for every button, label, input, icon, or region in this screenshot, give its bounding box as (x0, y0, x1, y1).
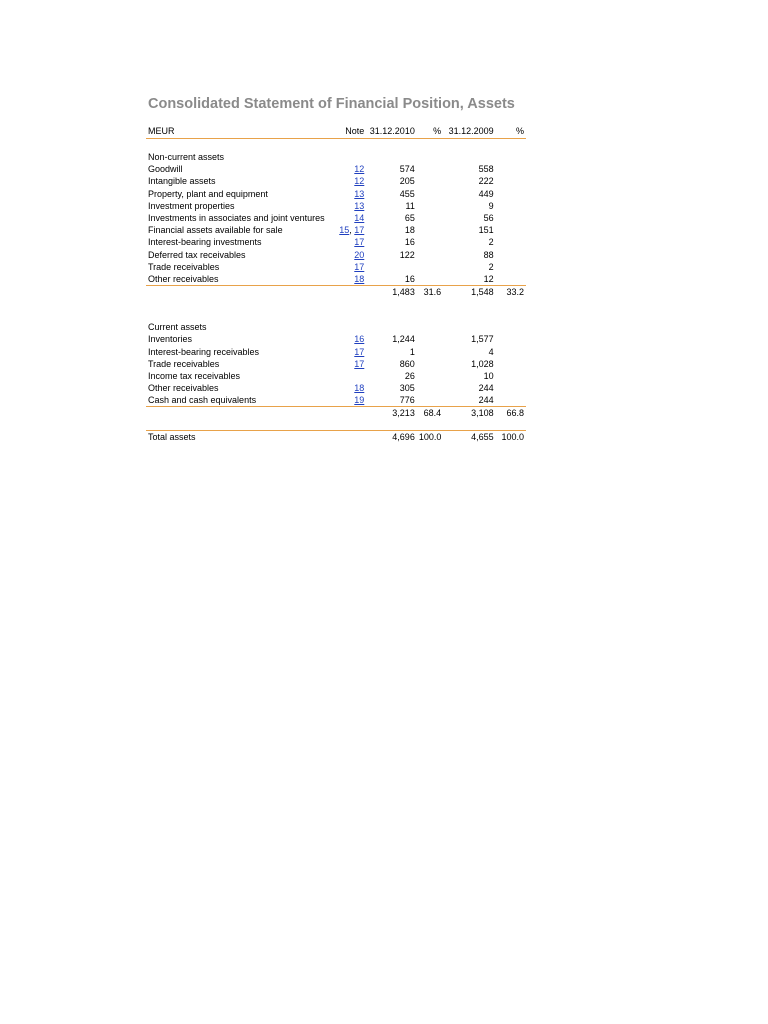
spacer-row (146, 418, 526, 431)
row-note (334, 358, 366, 370)
subtotal-pct-2010: 68.4 (417, 407, 443, 419)
row-note (334, 224, 366, 236)
pct-2010 (417, 333, 443, 345)
row-label: Investment properties (148, 200, 235, 211)
table-row (146, 249, 526, 261)
subtotal-2010: 4,696 (366, 431, 417, 445)
table-row (146, 370, 526, 382)
row-note (334, 345, 366, 357)
pct-2010 (417, 345, 443, 357)
row-label: Interest-bearing receivables (148, 346, 260, 357)
pct-2009 (496, 333, 526, 345)
table-row (146, 188, 526, 200)
table-row (146, 212, 526, 224)
value-2009: 151 (478, 225, 494, 236)
value-2010: 574 (399, 164, 415, 175)
value-2009: 2 (488, 261, 494, 272)
assets-table (146, 124, 526, 444)
table-row (146, 382, 526, 394)
note-link[interactable]: 20 (354, 249, 365, 260)
pct-2009 (496, 273, 526, 286)
table-row (146, 175, 526, 187)
value-2010 (366, 261, 417, 273)
row-note (334, 333, 366, 345)
pct-2009 (496, 175, 526, 187)
value-2010: 26 (404, 370, 415, 381)
row-label: Deferred tax receivables (148, 249, 246, 260)
note-link[interactable]: 12 (354, 176, 365, 187)
row-label: Other receivables (148, 383, 219, 394)
note-link[interactable]: 16 (354, 334, 365, 345)
section-heading-current: Current assets (148, 322, 207, 333)
pct-2010 (417, 249, 443, 261)
value-2009: 9 (488, 200, 494, 211)
total-label: Total assets (146, 431, 334, 445)
subtotal-pct-2010: 31.6 (417, 286, 443, 298)
value-2010: 776 (399, 395, 415, 406)
value-2009: 1,577 (471, 334, 494, 345)
note-link[interactable]: 17 (354, 225, 365, 236)
header-meur: MEUR (146, 124, 334, 139)
pct-2010 (417, 358, 443, 370)
pct-2010 (417, 382, 443, 394)
value-2009: 558 (478, 164, 494, 175)
value-2010: 122 (399, 249, 415, 260)
row-label: Income tax receivables (148, 370, 241, 381)
note-link[interactable]: 14 (354, 213, 365, 224)
subtotal-pct-2009: 100.0 (496, 431, 526, 445)
note-link[interactable]: 17 (354, 346, 365, 357)
note-link[interactable]: 17 (354, 261, 365, 272)
header-pct-2009: % (496, 124, 526, 139)
note-link[interactable]: 17 (354, 237, 365, 248)
subtotal-2009: 3,108 (443, 407, 496, 419)
pct-2010 (417, 224, 443, 236)
pct-2010 (417, 200, 443, 212)
subtotal-row (146, 286, 526, 298)
pct-2010 (417, 175, 443, 187)
row-note (334, 382, 366, 394)
header-note: Note (334, 124, 366, 139)
subtotal-2009: 4,655 (443, 431, 496, 445)
subtotal-label (146, 286, 334, 298)
pct-2010 (417, 394, 443, 407)
value-2010: 860 (399, 358, 415, 369)
table-header-row (146, 124, 526, 139)
section-heading-noncurrent: Non-current assets (148, 152, 225, 163)
row-label: Other receivables (148, 273, 219, 284)
note-link[interactable]: 15 (339, 225, 350, 236)
pct-2009 (496, 249, 526, 261)
pct-2009 (496, 394, 526, 407)
subtotal-2009: 1,548 (443, 286, 496, 298)
value-2010: 65 (404, 213, 415, 224)
pct-2009 (496, 224, 526, 236)
page-title: Consolidated Statement of Financial Position, Assets (148, 96, 515, 112)
value-2010: 205 (399, 176, 415, 187)
value-2009: 4 (488, 346, 494, 357)
spacer-row (146, 297, 526, 309)
pct-2010 (417, 163, 443, 175)
row-note (334, 236, 366, 248)
row-label: Trade receivables (148, 358, 220, 369)
subtotal-2010: 1,483 (366, 286, 417, 298)
subtotal-note (334, 286, 366, 298)
value-2010: 18 (404, 225, 415, 236)
value-2009: 88 (483, 249, 494, 260)
pct-2009 (496, 358, 526, 370)
section-heading-row (146, 321, 526, 333)
pct-2009 (496, 345, 526, 357)
table-row (146, 200, 526, 212)
pct-2009 (496, 188, 526, 200)
pct-2009 (496, 261, 526, 273)
value-2010: 16 (404, 273, 415, 284)
note-link[interactable]: 13 (354, 188, 365, 199)
value-2010: 16 (404, 237, 415, 248)
header-2010: 31.12.2010 (366, 124, 417, 139)
row-label: Intangible assets (148, 176, 216, 187)
pct-2010 (417, 261, 443, 273)
subtotal-pct-2009: 33.2 (496, 286, 526, 298)
row-label: Investments in associates and joint ventures (148, 213, 325, 224)
value-2009: 12 (483, 273, 494, 284)
row-note (334, 200, 366, 212)
value-2009: 244 (478, 395, 494, 406)
subtotal-row (146, 407, 526, 419)
value-2009: 10 (483, 370, 494, 381)
header-2009: 31.12.2009 (443, 124, 496, 139)
pct-2010 (417, 273, 443, 286)
note-link[interactable]: 13 (354, 200, 365, 211)
row-label: Trade receivables (148, 261, 220, 272)
note-separator: , (349, 225, 355, 236)
row-note (334, 212, 366, 224)
pct-2010 (417, 236, 443, 248)
value-2010: 11 (405, 200, 415, 211)
value-2009: 449 (478, 188, 494, 199)
table-row (146, 236, 526, 248)
pct-2010 (417, 188, 443, 200)
value-2010: 455 (399, 188, 415, 199)
subtotal-pct-2009: 66.8 (496, 407, 526, 419)
value-2009: 244 (478, 383, 494, 394)
subtotal-pct-2010: 100.0 (418, 432, 442, 443)
note-link[interactable]: 18 (354, 383, 365, 394)
row-label: Inventories (148, 334, 193, 345)
value-2009: 222 (478, 176, 494, 187)
value-2010: 1,244 (392, 334, 415, 345)
table-row (146, 273, 526, 286)
pct-2009 (496, 163, 526, 175)
note-link[interactable]: 19 (354, 395, 365, 406)
value-2009: 56 (483, 213, 494, 224)
pct-2010 (417, 370, 443, 382)
pct-2009 (496, 382, 526, 394)
header-pct-2010: % (417, 124, 443, 139)
row-label: Financial assets available for sale (148, 225, 283, 236)
table-row (146, 358, 526, 370)
value-2010: 305 (399, 383, 415, 394)
subtotal-note (334, 407, 366, 419)
row-note (334, 249, 366, 261)
note-link[interactable]: 17 (354, 358, 365, 369)
row-label: Cash and cash equivalents (148, 395, 257, 406)
row-note (334, 163, 366, 175)
table-row (146, 261, 526, 273)
note-link[interactable]: 18 (354, 273, 365, 284)
section-heading-row (146, 151, 526, 163)
note-link[interactable]: 12 (354, 164, 365, 175)
row-label: Goodwill (148, 164, 183, 175)
row-note (334, 175, 366, 187)
value-2010: 1 (409, 346, 415, 357)
table-row (146, 224, 526, 236)
table-body (146, 139, 526, 445)
table-row (146, 345, 526, 357)
spacer-row (146, 309, 526, 321)
table-row (146, 163, 526, 175)
row-note (334, 188, 366, 200)
subtotal-note (334, 431, 366, 445)
pct-2009 (496, 200, 526, 212)
row-note (334, 394, 366, 407)
row-note (334, 273, 366, 286)
row-note (334, 370, 366, 382)
subtotal-2010: 3,213 (366, 407, 417, 419)
table-row (146, 333, 526, 345)
pct-2009 (496, 212, 526, 224)
row-note (334, 261, 366, 273)
pct-2009 (496, 370, 526, 382)
value-2009: 2 (488, 237, 494, 248)
table-row (146, 394, 526, 407)
pct-2009 (496, 236, 526, 248)
value-2009: 1,028 (471, 358, 494, 369)
total-row (146, 431, 526, 445)
row-label: Property, plant and equipment (148, 188, 268, 199)
subtotal-label (146, 407, 334, 419)
pct-2010 (417, 212, 443, 224)
row-label: Interest-bearing investments (148, 237, 262, 248)
